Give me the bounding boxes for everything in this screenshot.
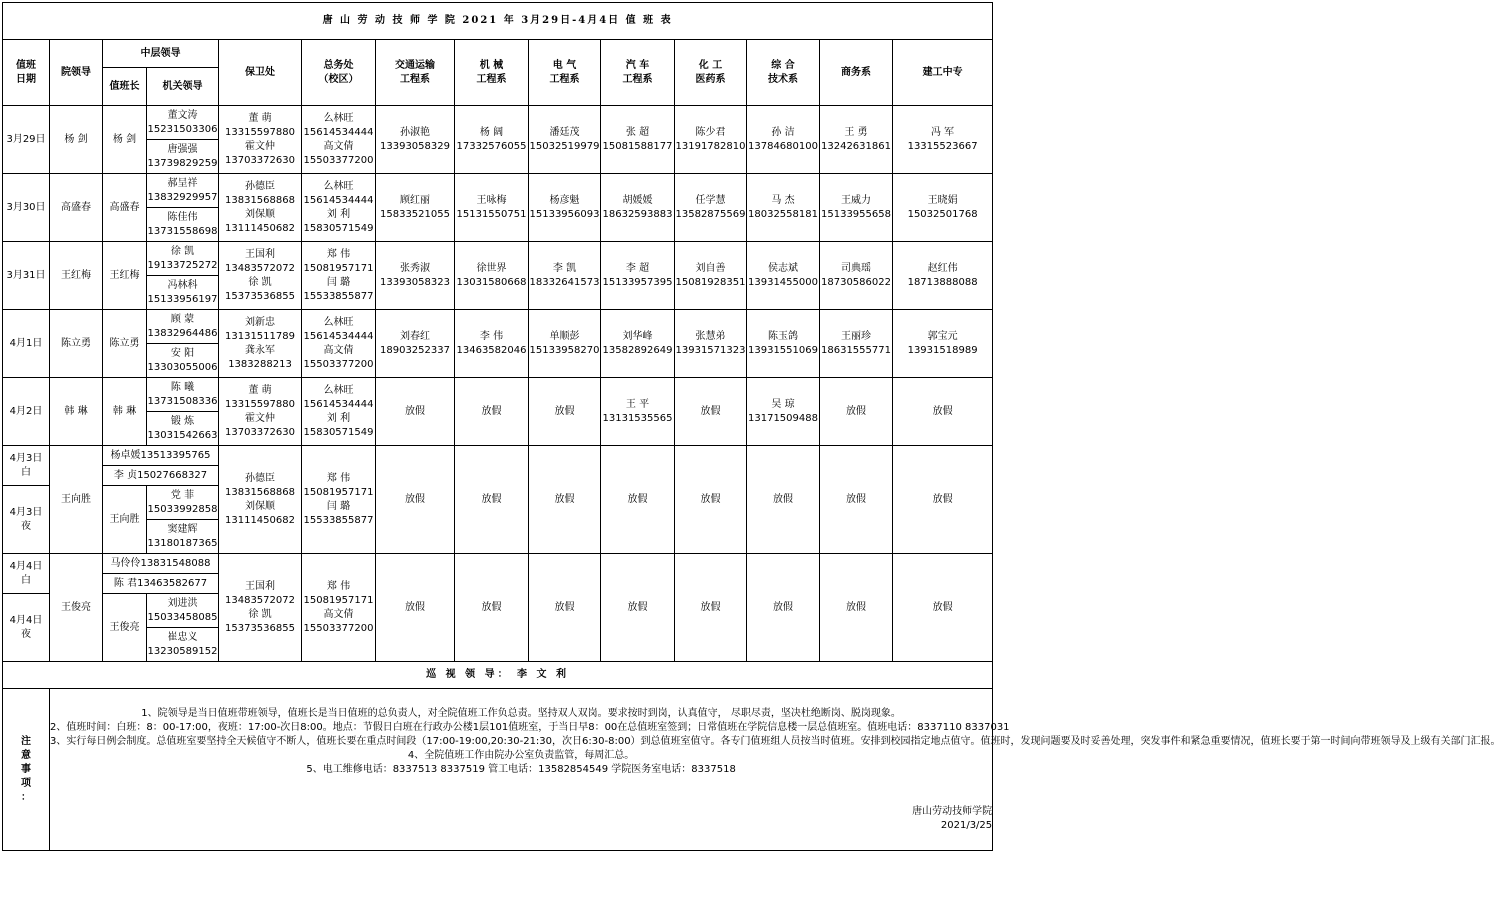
- dept-duty-cell: 赵红伟 18713888088: [893, 242, 993, 310]
- dept-duty-cell: 王咏梅 15131550751: [455, 174, 529, 242]
- dept-duty-cell: 放假: [820, 554, 893, 662]
- office-leader: 顾 蒙 13832964486: [147, 310, 219, 344]
- office-leader: 徐 凯 19133725272: [147, 242, 219, 276]
- dept-duty-cell: 刘春红 18903252337: [376, 310, 455, 378]
- office-leader: 安 阳 13303055006: [147, 344, 219, 378]
- dept-duty-cell: 放假: [376, 446, 455, 554]
- header-dept: 电 气 工程系: [529, 40, 601, 106]
- duty-chief: 王红梅: [103, 242, 147, 310]
- duty-chief: 陈立勇: [103, 310, 147, 378]
- office-leader: 党 菲 15033992858: [147, 486, 219, 520]
- header-dept: 机 械 工程系: [455, 40, 529, 106]
- dept-duty-cell: 放假: [376, 554, 455, 662]
- dept-duty-cell: 放假: [893, 446, 993, 554]
- office-leader: 陈佳伟 13731558698: [147, 208, 219, 242]
- dept-duty-cell: 王威力 15133955658: [820, 174, 893, 242]
- dept-duty-cell: 张秀淑 13393058323: [376, 242, 455, 310]
- header-duty-chief: 值班长: [103, 68, 147, 106]
- notes-label: 注 意 事 项 ：: [3, 689, 50, 851]
- security-staff: 董 萌 13315597880 霍文仲 13703372630: [219, 378, 302, 446]
- dept-duty-cell: 刘自善 15081928351: [675, 242, 747, 310]
- college-leader: 高盛春: [50, 174, 103, 242]
- header-dept: 汽 车 工程系: [601, 40, 675, 106]
- inspection-leader: 巡 视 领 导： 李 文 利: [3, 662, 993, 689]
- general-affairs-staff: 么林旺 15614534444 高文倩 15503377200: [302, 106, 376, 174]
- dept-duty-cell: 放假: [601, 446, 675, 554]
- dept-duty-cell: 放假: [675, 554, 747, 662]
- college-leader: 韩 琳: [50, 378, 103, 446]
- office-leader: 窦建辉 13180187365: [147, 520, 219, 554]
- page-title: 唐 山 劳 动 技 师 学 院 2021 年 3月29日-4月4日 值 班 表: [3, 3, 993, 40]
- office-leader: 冯林科 15133956197: [147, 276, 219, 310]
- general-affairs-staff: 么林旺 15614534444 刘 利 15830571549: [302, 378, 376, 446]
- dept-duty-cell: 放假: [601, 554, 675, 662]
- dept-duty-cell: 王丽珍 18631555771: [820, 310, 893, 378]
- general-affairs-staff: 么林旺 15614534444 刘 利 15830571549: [302, 174, 376, 242]
- day-duty-person: 李 贞15027668327: [103, 466, 219, 486]
- dept-duty-cell: 冯 军 13315523667: [893, 106, 993, 174]
- header-duty-date: 值班 日期: [3, 40, 50, 106]
- general-affairs-staff: 郑 伟 15081957171 闫 璐 15533855877: [302, 242, 376, 310]
- dept-duty-cell: 放假: [455, 378, 529, 446]
- header-general-affairs: 总务处 （校区）: [302, 40, 376, 106]
- header-dept: 商务系: [820, 40, 893, 106]
- dept-duty-cell: 单顺彭 15133958270: [529, 310, 601, 378]
- dept-duty-cell: 孙 洁 13784680100: [747, 106, 820, 174]
- duty-date-night: 4月4日 夜: [3, 594, 50, 662]
- dept-duty-cell: 顾红丽 15833521055: [376, 174, 455, 242]
- office-leader: 唐强强 13739829259: [147, 140, 219, 174]
- duty-roster-table: [2, 2, 1501, 851]
- duty-date: 4月2日: [3, 378, 50, 446]
- security-staff: 王国利 13483572072 徐 凯 15373536855: [219, 554, 302, 662]
- note-item: 4、全院值班工作由院办公室负责监管，每周汇总。: [407, 749, 635, 761]
- note-item: 5、电工维修电话：8337513 8337519 管工电话：13582854549 学院医务室电话：8337518: [306, 763, 736, 775]
- dept-duty-cell: 放假: [529, 446, 601, 554]
- duty-date-night: 4月3日 夜: [3, 486, 50, 554]
- duty-date-day: 4月4日 白: [3, 554, 50, 594]
- dept-duty-cell: 李 凯 18332641573: [529, 242, 601, 310]
- duty-chief: 高盛春: [103, 174, 147, 242]
- dept-duty-cell: 马 杰 18032558181: [747, 174, 820, 242]
- dept-duty-cell: 李 超 15133957395: [601, 242, 675, 310]
- dept-duty-cell: 放假: [455, 554, 529, 662]
- dept-duty-cell: 放假: [820, 378, 893, 446]
- duty-date: 3月31日: [3, 242, 50, 310]
- dept-duty-cell: 侯志斌 13931455000: [747, 242, 820, 310]
- note-item: 3、实行每日例会制度。总值班室要坚持全天候值守不断人，值班长要在重点时间段（17:00-19:00,20:30-21:30，次日6:30-8:00）到总值班室值守。各专门值班组人员按当时值班。安排到校园指定地点值守。值班时，发现问题要及时妥善处理，突发事件和紧急重要情况，值班长要于第一时间向带班领导及上级有关部门汇报。: [50, 735, 1501, 747]
- dept-duty-cell: 王晓娟 15032501768: [893, 174, 993, 242]
- dept-duty-cell: 放假: [675, 446, 747, 554]
- duty-chief: 王向胜: [103, 486, 147, 554]
- dept-duty-cell: 徐世界 13031580668: [455, 242, 529, 310]
- dept-duty-cell: 李 伟 13463582046: [455, 310, 529, 378]
- header-college-leader: 院领导: [50, 40, 103, 106]
- dept-duty-cell: 放假: [529, 378, 601, 446]
- dept-duty-cell: 放假: [747, 554, 820, 662]
- duty-date: 3月29日: [3, 106, 50, 174]
- dept-duty-cell: 放假: [675, 378, 747, 446]
- dept-duty-cell: 放假: [529, 554, 601, 662]
- duty-date: 3月30日: [3, 174, 50, 242]
- dept-duty-cell: 放假: [747, 446, 820, 554]
- header-dept: 交通运输 工程系: [376, 40, 455, 106]
- office-leader: 锻 炼 13031542663: [147, 412, 219, 446]
- office-leader: 董文涛 15231503306: [147, 106, 219, 140]
- dept-duty-cell: 放假: [893, 554, 993, 662]
- header-dept: 化 工 医药系: [675, 40, 747, 106]
- college-leader: 陈立勇: [50, 310, 103, 378]
- general-affairs-staff: 郑 伟 15081957171 高文倩 15503377200: [302, 554, 376, 662]
- general-affairs-staff: 么林旺 15614534444 高文倩 15503377200: [302, 310, 376, 378]
- header-office-leader: 机关领导: [147, 68, 219, 106]
- security-staff: 孙德臣 13831568868 刘保顺 13111450682: [219, 446, 302, 554]
- office-leader: 崔忠义 13230589152: [147, 628, 219, 662]
- dept-duty-cell: 潘廷茂 15032519979: [529, 106, 601, 174]
- note-item: 1、院领导是当日值班带班领导，值班长是当日值班的总负责人，对全院值班工作负总责。坚持双人双岗。要求按时到岗，认真值守， 尽职尽责，坚决杜绝断岗、脱岗现象。: [141, 707, 901, 719]
- security-staff: 王国利 13483572072 徐 凯 15373536855: [219, 242, 302, 310]
- notes-content: [50, 689, 1501, 851]
- dept-duty-cell: 陈玉鸽 13931551069: [747, 310, 820, 378]
- dept-duty-cell: 放假: [455, 446, 529, 554]
- dept-duty-cell: 司典瑶 18730586022: [820, 242, 893, 310]
- day-duty-person: 杨卓媛13513395765: [103, 446, 219, 466]
- security-staff: 刘新忠 13131511789 龚永军 1383288213: [219, 310, 302, 378]
- office-leader: 刘进洪 15033458085: [147, 594, 219, 628]
- header-dept: 建工中专: [893, 40, 993, 106]
- dept-duty-cell: 放假: [820, 446, 893, 554]
- dept-duty-cell: 放假: [376, 378, 455, 446]
- dept-duty-cell: 孙淑艳 13393058329: [376, 106, 455, 174]
- dept-duty-cell: 王 平 13131535565: [601, 378, 675, 446]
- security-staff: 孙德臣 13831568868 刘保顺 13111450682: [219, 174, 302, 242]
- day-duty-person: 马伶伶13831548088: [103, 554, 219, 574]
- duty-chief: 韩 琳: [103, 378, 147, 446]
- office-leader: 陈 曦 13731508336: [147, 378, 219, 412]
- header-dept: 综 合 技术系: [747, 40, 820, 106]
- college-leader: 王俊亮: [50, 554, 103, 662]
- college-leader: 王向胜: [50, 446, 103, 554]
- note-item: 2、值班时间：白班：8：00-17:00，夜班：17:00-次日8:00。地点：节假日白班在行政办公楼1层101值班室，于当日早8：00在总值班室签到；日常值班在学院信息楼一层总值班室。值班电话：8337110 8337031: [50, 721, 1010, 733]
- dept-duty-cell: 杨彦魁 15133956093: [529, 174, 601, 242]
- duty-chief: 王俊亮: [103, 594, 147, 662]
- duty-date-day: 4月3日 白: [3, 446, 50, 486]
- security-staff: 董 萌 13315597880 霍文仲 13703372630: [219, 106, 302, 174]
- dept-duty-cell: 刘华峰 13582892649: [601, 310, 675, 378]
- general-affairs-staff: 郑 伟 15081957171 闫 璐 15533855877: [302, 446, 376, 554]
- dept-duty-cell: 胡媛媛 18632593883: [601, 174, 675, 242]
- dept-duty-cell: 王 勇 13242631861: [820, 106, 893, 174]
- college-leader: 王红梅: [50, 242, 103, 310]
- dept-duty-cell: 放假: [893, 378, 993, 446]
- signature-date: 2021/3/25: [940, 819, 993, 831]
- office-leader: 郝呈祥 13832929957: [147, 174, 219, 208]
- day-duty-person: 陈 君13463582677: [103, 574, 219, 594]
- dept-duty-cell: 杨 阔 17332576055: [455, 106, 529, 174]
- dept-duty-cell: 郭宝元 13931518989: [893, 310, 993, 378]
- dept-duty-cell: 任学慧 13582875569: [675, 174, 747, 242]
- dept-duty-cell: 张 超 15081588177: [601, 106, 675, 174]
- header-middle-leaders: 中层领导: [103, 40, 219, 68]
- dept-duty-cell: 吴 琼 13171509488: [747, 378, 820, 446]
- header-security: 保卫处: [219, 40, 302, 106]
- duty-date: 4月1日: [3, 310, 50, 378]
- dept-duty-cell: 张慧弟 13931571323: [675, 310, 747, 378]
- dept-duty-cell: 陈少君 13191782810: [675, 106, 747, 174]
- duty-chief: 杨 剑: [103, 106, 147, 174]
- signature-org: 唐山劳动技师学院: [912, 805, 993, 817]
- college-leader: 杨 剑: [50, 106, 103, 174]
